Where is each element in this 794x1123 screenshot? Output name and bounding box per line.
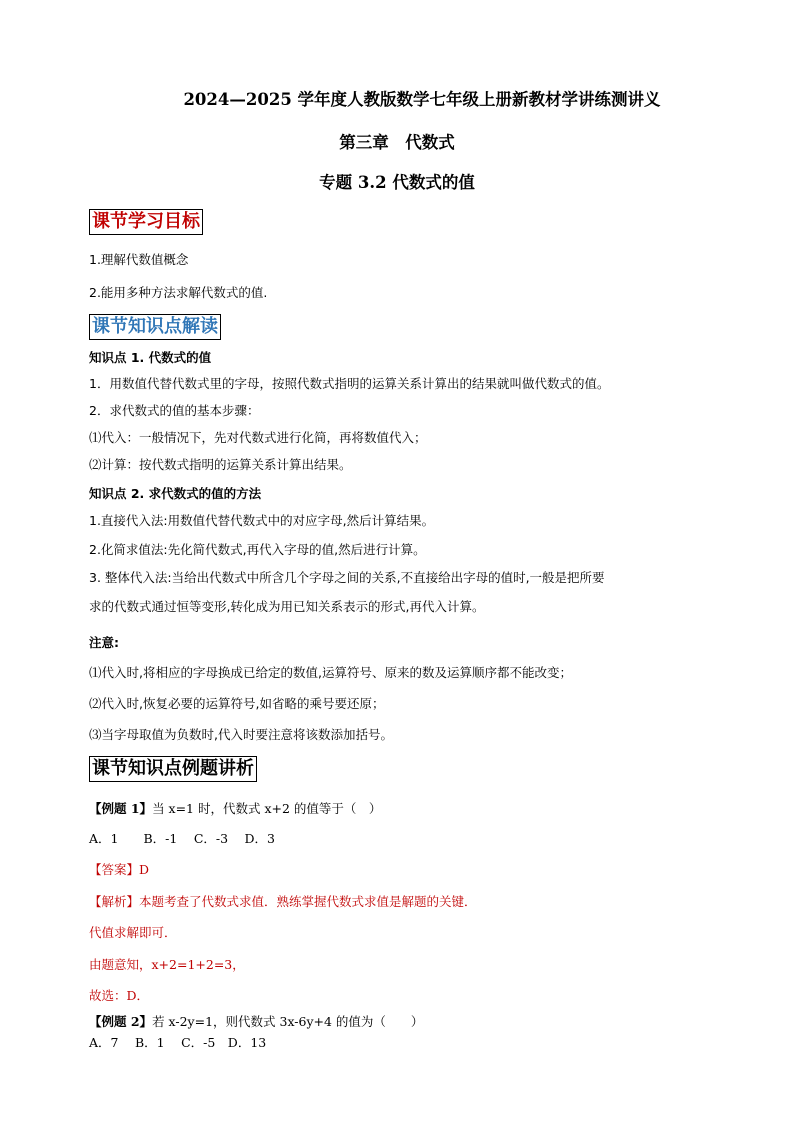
note-line: ⑵代入时,恢复必要的运算符号,如省略的乘号要还原； <box>89 696 385 711</box>
knowledge-line: 1．用数值代替代数式里的字母，按照代数式指明的运算关系计算出的结果就叫做代数式的值。 <box>89 376 610 391</box>
example-2-question <box>89 1012 423 1030</box>
example-2-options: A．7 B．1 C．-5 D．13 <box>89 1035 267 1050</box>
answer-value: D <box>139 862 150 877</box>
example-1-options: A．1 B．-1 C．-3 D．3 <box>89 831 276 846</box>
knowledge-line: ⑵计算：按代数式指明的运算关系计算出结果。 <box>89 457 352 472</box>
note-title: 注意: <box>89 635 119 650</box>
example-1-text: 当 x=1 时，代数式 x+2 的值等于（ ） <box>152 801 382 816</box>
solution-line: 代值求解即可． <box>89 925 177 940</box>
knowledge-line: ⑴代入：一般情况下，先对代数式进行化简，再将数值代入； <box>89 430 427 445</box>
example-1-label: 【例题 1】 <box>89 801 153 816</box>
knowledge-line: 求的代数式通过恒等变形,转化成为用已知关系表示的形式,再代入计算。 <box>89 599 485 614</box>
knowledge-point-2-title: 知识点 2. 求代数式的值的方法 <box>89 486 262 501</box>
solution-line: 故选：D． <box>89 988 150 1003</box>
knowledge-line: 2．求代数式的值的基本步骤： <box>89 403 260 418</box>
note-line: ⑶当字母取值为负数时,代入时要注意将该数添加括号。 <box>89 727 393 742</box>
knowledge-line: 2.化简求值法:先化简代数式,再代入字母的值,然后进行计算。 <box>89 542 426 557</box>
solution-line: 由题意知，x+2=1+2=3， <box>89 957 245 972</box>
note-line: ⑴代入时,将相应的字母换成已给定的数值,运算符号、原来的数及运算顺序都不能改变； <box>89 665 572 680</box>
knowledge-line: 3. 整体代入法:当给出代数式中所含几个字母之间的关系,不直接给出字母的值时,一般是把所要 <box>89 570 605 585</box>
example-1-question <box>89 799 381 817</box>
goal-item: 1.理解代数值概念 <box>89 252 189 267</box>
example-1-answer <box>89 860 149 878</box>
section-heading-learning-goals: 课节学习目标 <box>89 209 203 235</box>
analysis-text: 本题考查了代数式求值．熟练掌握代数式求值是解题的关键． <box>139 894 477 909</box>
topic-title: 专题 3.2 代数式的值 <box>319 173 475 192</box>
example-1-analysis <box>89 892 477 910</box>
document-title: 2024—2025 学年度人教版数学七年级上册新教材学讲练测讲义 <box>183 90 661 109</box>
goal-item: 2.能用多种方法求解代数式的值. <box>89 285 268 300</box>
analysis-label: 【解析】 <box>89 894 140 909</box>
knowledge-line: 1.直接代入法:用数值代替代数式中的对应字母,然后计算结果。 <box>89 513 435 528</box>
example-2-label: 【例题 2】 <box>89 1014 153 1029</box>
answer-label: 【答案】 <box>89 862 140 877</box>
section-heading-examples: 课节知识点例题讲析 <box>89 756 257 782</box>
example-2-text: 若 x-2y=1，则代数式 3x-6y+4 的值为（ ） <box>152 1014 424 1029</box>
knowledge-point-1-title: 知识点 1. 代数式的值 <box>89 350 212 365</box>
chapter-title: 第三章 代数式 <box>339 133 455 152</box>
section-heading-knowledge-points: 课节知识点解读 <box>89 314 221 340</box>
